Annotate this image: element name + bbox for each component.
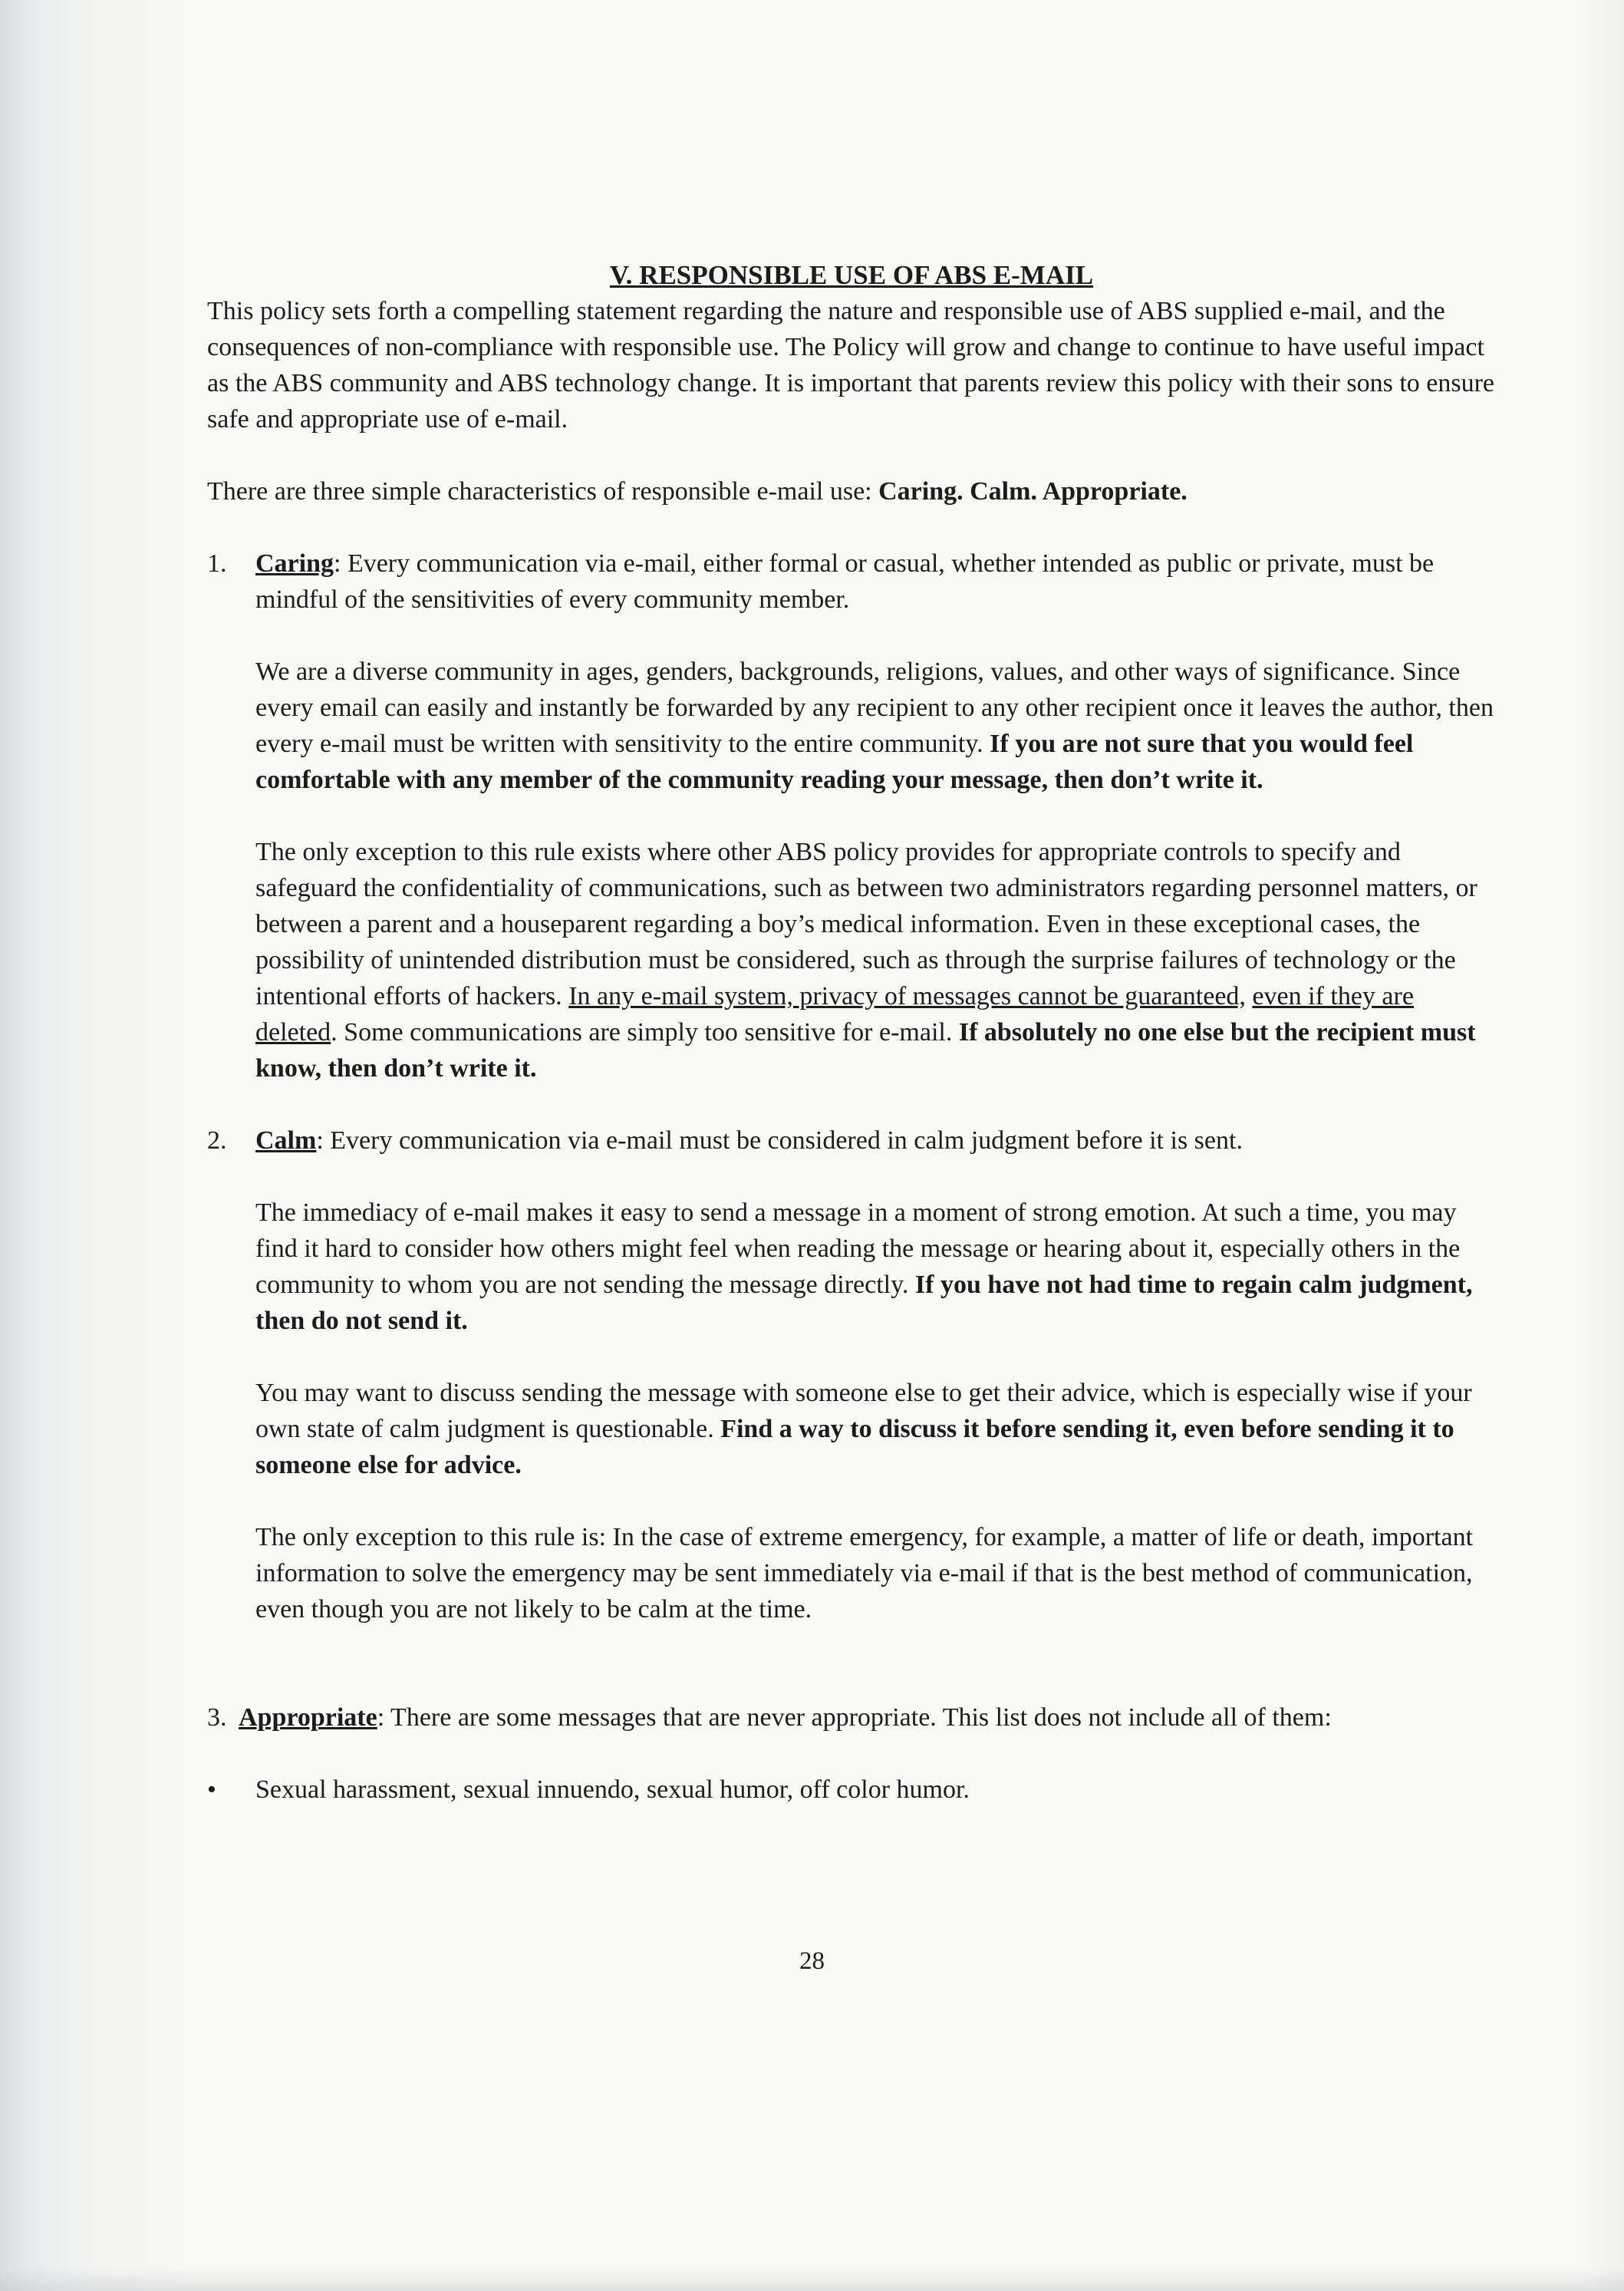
intro-paragraph: This policy sets forth a compelling statement regarding the nature and responsible use of ABS supplied e-mail, and the consequences of non-compliance with responsible use. The Policy will grow and change to continue to have useful impact as the ABS community and ABS technology change. It is important that parents review this policy with their sons to ensure safe and appropriate use of e-mail. xyxy=(207,297,1495,433)
caring-paragraph-1 xyxy=(207,654,1496,798)
item-label: Appropriate xyxy=(239,1703,377,1732)
item-label: Caring xyxy=(255,549,334,578)
item-intro xyxy=(255,546,1496,618)
paragraph-text: You may want to discuss sending the message with someone else to get their advice, which is especially wise if your own state of calm judgment is questionable. xyxy=(255,1379,1472,1443)
paragraph-text: The only exception to this rule is: In the case of extreme emergency, for example, a matter of life or death, important information to solve the emergency may be sent immediately via e-mail if that is the best method of communication, even though you are not likely to be calm at the time. xyxy=(255,1523,1474,1623)
page-number: 28 xyxy=(799,1947,825,1975)
list-item-caring xyxy=(207,546,1496,618)
characteristics-bold: Caring. Calm. Appropriate. xyxy=(878,477,1188,506)
calm-paragraph-3 xyxy=(207,1519,1496,1627)
bullet-icon: • xyxy=(207,1775,216,1804)
calm-paragraph-1 xyxy=(207,1195,1496,1339)
list-item-appropriate xyxy=(207,1699,1496,1736)
document-body xyxy=(207,257,1496,1808)
list-item-calm xyxy=(207,1122,1496,1159)
section-heading: V. RESPONSIBLE USE OF ABS E-MAIL xyxy=(609,260,1094,290)
paragraph-text: The only exception to this rule exists where other ABS policy provides for appropriate controls to specify and safeguard the confidentiality of communications, such as between two administrators regarding personnel matters, or between a parent and a houseparent regarding a boy’s medical information. Even in these exceptional cases, the possibility of unintended distribution must be considered, such as through the surprise failures of technology or the intentional efforts of hackers. xyxy=(255,838,1477,1010)
item-intro xyxy=(255,1122,1496,1159)
item-text: : Every communication via e-mail, either formal or casual, whether intended as public or private, must be mindful of the sensitivities of every community member. xyxy=(255,549,1435,614)
item-number: 3. xyxy=(207,1703,227,1732)
paragraph-underline: In any e-mail system, privacy of messages cannot be guaranteed, xyxy=(568,982,1246,1010)
paragraph-text: We are a diverse community in ages, genders, backgrounds, religions, values, and other ways of significance. Since every email can easily and instantly be forwarded by any recipient to any other recipient once it leaves the author, then every e-mail must be written with sensitivity to the entire community. xyxy=(255,658,1494,758)
paragraph-bold: If you have not had time to regain calm judgment, then do not send it. xyxy=(255,1271,1473,1335)
paragraph-bold: Find a way to discuss it before sending it, even before sending it to someone else for advice. xyxy=(255,1415,1454,1479)
item-text: : Every communication via e-mail must be considered in calm judgment before it is sent. xyxy=(316,1126,1243,1155)
caring-paragraph-2 xyxy=(207,834,1496,1086)
paragraph-text: . Some communications are simply too sensitive for e-mail. xyxy=(331,1018,953,1047)
item-number: 2. xyxy=(207,1126,227,1155)
bullet-item xyxy=(207,1772,1496,1808)
item-number: 1. xyxy=(207,549,227,578)
characteristics-text: There are three simple characteristics of responsible e-mail use: xyxy=(207,477,872,506)
paragraph-text: The immediacy of e-mail makes it easy to send a message in a moment of strong emotion. At such a time, you may find it hard to consider how others might feel when reading the message or hearing about it, especially others in the community to whom you are not sending the message directly. xyxy=(255,1198,1461,1299)
page-edge-shadow xyxy=(0,2268,1624,2291)
paragraph-bold: If you are not sure that you would feel comfortable with any member of the community reading your message, then don’t write it. xyxy=(255,730,1414,794)
item-text: : There are some messages that are never appropriate. This list does not include all of them: xyxy=(377,1703,1332,1732)
item-label: Calm xyxy=(255,1126,317,1155)
characteristics-paragraph xyxy=(207,473,1496,509)
calm-paragraph-2 xyxy=(207,1375,1496,1483)
paragraph-underline: even if they are deleted xyxy=(255,982,1414,1047)
bullet-text: Sexual harassment, sexual innuendo, sexual humor, off color humor. xyxy=(255,1775,970,1804)
paragraph-bold: If absolutely no one else but the recipient must know, then don’t write it. xyxy=(255,1018,1476,1083)
item-intro xyxy=(239,1699,1496,1736)
